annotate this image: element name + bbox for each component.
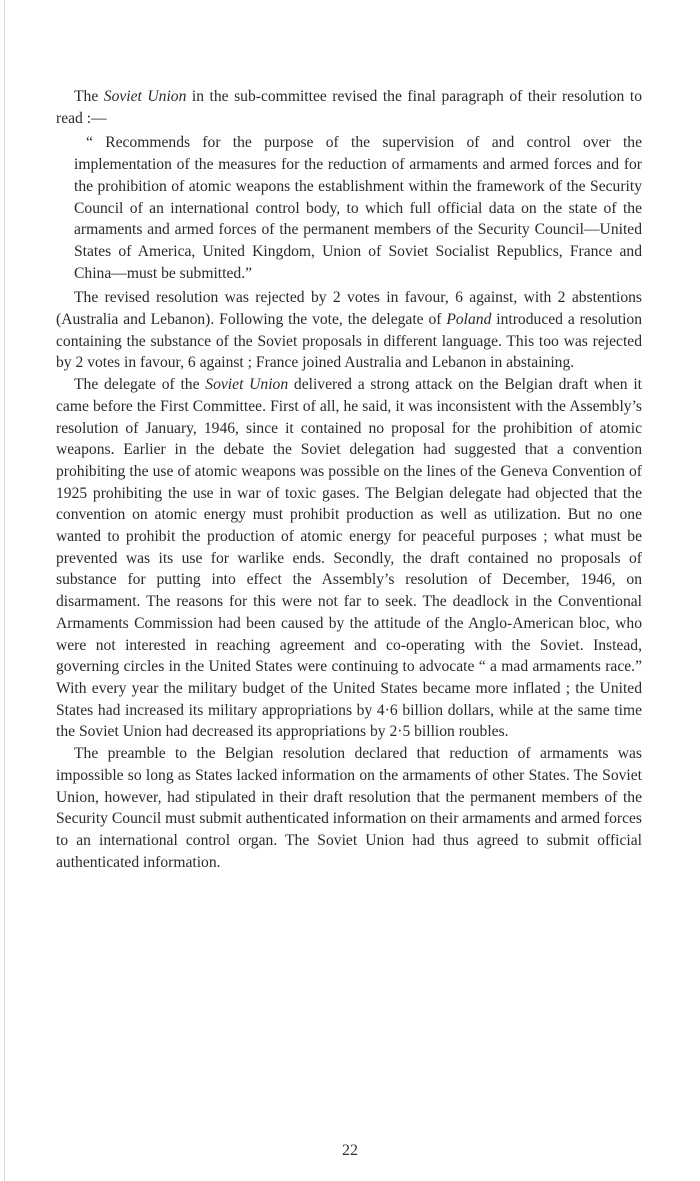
page-number: 22 bbox=[342, 1142, 358, 1159]
italic-name: Soviet Union bbox=[205, 376, 289, 394]
italic-name: Soviet Union bbox=[103, 88, 187, 105]
italic-name: Poland bbox=[446, 311, 492, 329]
quoted-resolution: “ Recommends for the purpose of the supervision of and control over the implementation of the measures for the reduction of armaments and armed forces and for the prohibition of atomic weapons the establishment within the framework of the Security Council of an international control body, to which full official data on the state of the armaments and armed forces of the permanent members of the Security Council—United States of America, United Kingdom, Union of Soviet Socialist Republics, France and China—must be submitted.” bbox=[74, 134, 642, 282]
paragraph-2: The revised resolution was rejected by 2 votes in favour, 6 against, with 2 abstentions (Australia and Lebanon). Following the vote, the delegate of Poland introduced a resolution containing the substance of the Soviet proposals in different language. This too was rejected by 2 votes in favour, 6 against ; France joined Australia and Lebanon in abstaining. bbox=[56, 289, 643, 372]
paragraph-4: The preamble to the Belgian resolution declared that reduction of armaments was impossible so long as States lacked information on the armaments of other States. The Soviet Union, however, had stipulated in their draft resolution that the permanent members of the Security Council must submit authenticated information on their armaments and armed forces to an international control organ. The Soviet Union had thus agreed to submit official authenticated information. bbox=[56, 745, 642, 871]
paragraph-1: The Soviet Union in the sub-committee revised the final paragraph of their resolution to read :— bbox=[56, 88, 642, 127]
page-edge-line bbox=[4, 0, 5, 1181]
document-body bbox=[56, 86, 642, 873]
paragraph-3: The delegate of the Soviet Union delivered a strong attack on the Belgian draft when it came before the First Committee. First of all, he said, it was inconsistent with the Assembly’s resolution of January, 1946, since it contained no proposal for the prohibition of atomic weapons. Earlier in the debate the Soviet delegation had suggested that a convention prohibiting the use of atomic weapons was possible on the lines of the Geneva Convention of 1925 prohibiting the use in war of toxic gases. The Belgian delegate had objected that the convention on atomic energy must prohibit production as well as utilization. But no one wanted to prohibit the production of atomic energy for peaceful purposes ; what must be prevented was its use for warlike ends. Secondly, the draft contained no proposals of substance for putting into effect the Assembly’s resolution of December, 1946, on disarmament. The reasons for this were not far to seek. The deadlock in the Conventional Armaments Commission had been caused by the attitude of the Anglo-American bloc, who were not interested in reaching agreement and co-operating with the Soviet. Instead, governing circles in the United States were continuing to advocate “ a mad armaments race.” With every year the military budget of the United States became more inflated ; the United States had increased its military appropriations by 4·6 billion dollars, while at the same time the Soviet Union had decreased its appropriations by 2·5 billion roubles. bbox=[56, 376, 642, 741]
